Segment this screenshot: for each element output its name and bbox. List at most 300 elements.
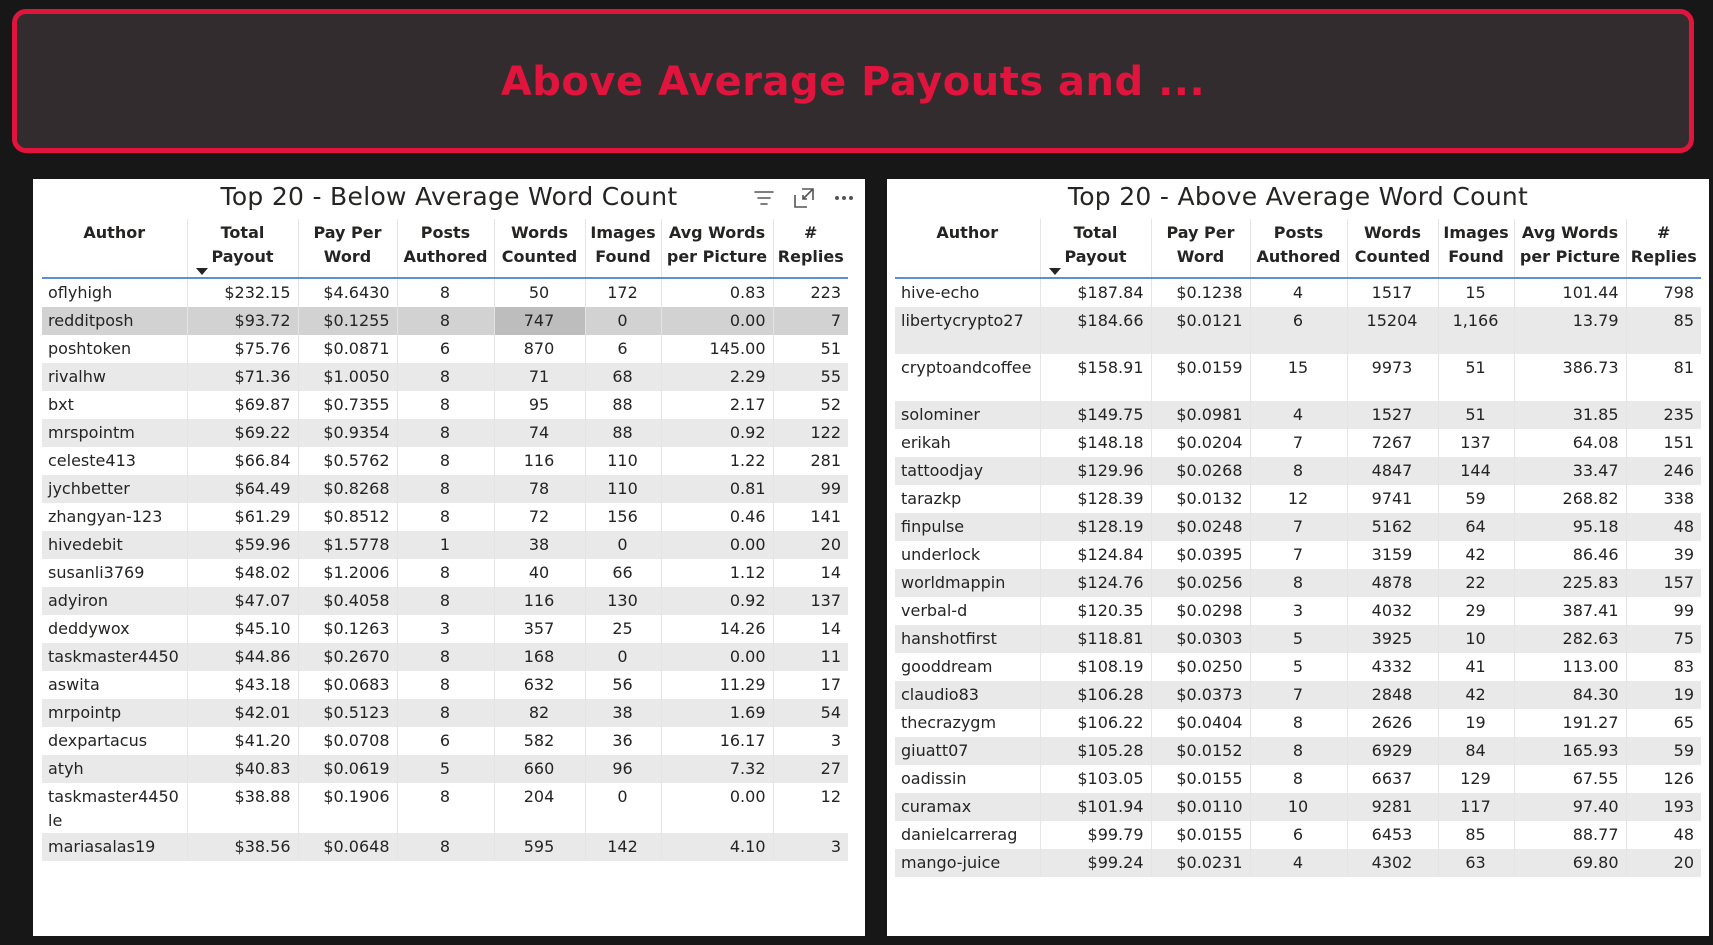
replies-cell[interactable]: 223 — [773, 278, 848, 307]
posts-authored-cell[interactable]: 7 — [1250, 513, 1347, 541]
posts-authored-cell[interactable]: 6 — [1250, 821, 1347, 849]
pay-per-word-cell[interactable]: $0.0204 — [1151, 429, 1250, 457]
images-found-cell[interactable]: 41 — [1438, 653, 1514, 681]
total-payout-cell[interactable]: $42.01 — [187, 699, 298, 727]
pay-per-word-cell[interactable]: $0.1238 — [1151, 278, 1250, 307]
posts-authored-cell[interactable]: 5 — [1250, 625, 1347, 653]
posts-authored-cell[interactable]: 8 — [397, 419, 494, 447]
avg-words-per-picture-cell[interactable]: 64.08 — [1514, 429, 1626, 457]
posts-authored-cell[interactable]: 5 — [1250, 653, 1347, 681]
author-cell[interactable]: danielcarrerag — [901, 825, 1018, 844]
total-payout-cell[interactable]: $158.91 — [1040, 354, 1151, 401]
pay-per-word-cell[interactable]: $0.9354 — [298, 419, 397, 447]
posts-authored-cell[interactable]: 3 — [397, 615, 494, 643]
avg-words-per-picture-cell[interactable]: 16.17 — [661, 727, 773, 755]
avg-words-per-picture-cell[interactable]: 31.85 — [1514, 401, 1626, 429]
author-cell[interactable]: mrpointp — [42, 699, 187, 727]
posts-authored-cell[interactable]: 8 — [397, 783, 494, 833]
avg-words-per-picture-cell[interactable]: 2.29 — [661, 363, 773, 391]
author-cell[interactable]: tarazkp — [901, 489, 962, 508]
words-counted-cell[interactable]: 747 — [494, 307, 585, 335]
column-header-images-found[interactable]: Images Found — [1438, 219, 1514, 278]
replies-cell[interactable]: 48 — [1626, 513, 1701, 541]
posts-authored-cell[interactable]: 8 — [397, 278, 494, 307]
words-counted-cell[interactable]: 40 — [494, 559, 585, 587]
replies-cell[interactable]: 65 — [1626, 709, 1701, 737]
author-cell[interactable]: hive-echo — [901, 283, 980, 302]
table-row[interactable] — [42, 419, 848, 447]
total-payout-cell[interactable]: $93.72 — [187, 307, 298, 335]
avg-words-per-picture-cell[interactable]: 95.18 — [1514, 513, 1626, 541]
images-found-cell[interactable]: 144 — [1438, 457, 1514, 485]
author-cell[interactable]: solominer — [895, 401, 1040, 429]
words-counted-cell[interactable]: 6637 — [1347, 765, 1438, 793]
avg-words-per-picture-cell[interactable]: 14.26 — [661, 615, 773, 643]
pay-per-word-cell[interactable]: $0.0298 — [1151, 597, 1250, 625]
total-payout-cell[interactable]: $43.18 — [187, 671, 298, 699]
images-found-cell[interactable]: 63 — [1438, 849, 1514, 877]
words-counted-cell[interactable]: 2848 — [1347, 681, 1438, 709]
posts-authored-cell[interactable]: 8 — [1250, 457, 1347, 485]
replies-cell[interactable]: 59 — [1626, 737, 1701, 765]
total-payout-cell[interactable]: $120.35 — [1040, 597, 1151, 625]
words-counted-cell[interactable]: 72 — [494, 503, 585, 531]
posts-authored-cell[interactable]: 8 — [397, 587, 494, 615]
images-found-cell[interactable]: 64 — [1438, 513, 1514, 541]
author-cell[interactable]: claudio83 — [895, 681, 1040, 709]
author-cell[interactable]: poshtoken — [48, 339, 132, 358]
avg-words-per-picture-cell[interactable]: 11.29 — [661, 671, 773, 699]
words-counted-cell[interactable]: 357 — [494, 615, 585, 643]
images-found-cell[interactable]: 96 — [585, 755, 661, 783]
avg-words-per-picture-cell[interactable]: 268.82 — [1514, 485, 1626, 513]
images-found-cell[interactable]: 110 — [585, 447, 661, 475]
words-counted-cell[interactable]: 5162 — [1347, 513, 1438, 541]
words-counted-cell[interactable]: 168 — [494, 643, 585, 671]
words-counted-cell[interactable]: 50 — [494, 278, 585, 307]
column-header-avg-words-per-picture[interactable]: Avg Words per Picture — [661, 219, 773, 278]
table-row[interactable] — [895, 541, 1701, 569]
avg-words-per-picture-cell[interactable]: 145.00 — [661, 335, 773, 363]
posts-authored-cell[interactable]: 6 — [397, 335, 494, 363]
posts-authored-cell[interactable]: 8 — [397, 503, 494, 531]
words-counted-cell[interactable]: 6453 — [1347, 821, 1438, 849]
replies-cell[interactable]: 99 — [1626, 597, 1701, 625]
column-header-pay-per-word[interactable]: Pay Per Word — [1151, 219, 1250, 278]
author-cell[interactable]: thecrazygm — [901, 713, 997, 732]
replies-cell[interactable]: 11 — [773, 643, 848, 671]
table-row[interactable] — [895, 401, 1701, 429]
posts-authored-cell[interactable]: 7 — [1250, 429, 1347, 457]
posts-authored-cell[interactable]: 8 — [397, 391, 494, 419]
images-found-cell[interactable]: 156 — [585, 503, 661, 531]
total-payout-cell[interactable]: $71.36 — [187, 363, 298, 391]
avg-words-per-picture-cell[interactable]: 86.46 — [1514, 541, 1626, 569]
pay-per-word-cell[interactable]: $0.0268 — [1151, 457, 1250, 485]
total-payout-cell[interactable]: $48.02 — [187, 559, 298, 587]
replies-cell[interactable]: 20 — [773, 531, 848, 559]
images-found-cell[interactable]: 172 — [585, 278, 661, 307]
words-counted-cell[interactable]: 1517 — [1347, 278, 1438, 307]
images-found-cell[interactable]: 0 — [585, 643, 661, 671]
images-found-cell[interactable]: 22 — [1438, 569, 1514, 597]
replies-cell[interactable]: 52 — [773, 391, 848, 419]
total-payout-cell[interactable]: $106.28 — [1040, 681, 1151, 709]
words-counted-cell[interactable]: 4032 — [1347, 597, 1438, 625]
author-cell[interactable]: cryptoandcoffee — [901, 358, 1032, 377]
column-header-total-payout[interactable] — [187, 219, 298, 278]
author-cell[interactable]: hivedebit — [42, 531, 187, 559]
posts-authored-cell[interactable]: 8 — [397, 447, 494, 475]
replies-cell[interactable]: 19 — [1626, 681, 1701, 709]
table-row[interactable] — [42, 755, 848, 783]
author-cell[interactable]: bxt — [48, 395, 74, 414]
avg-words-per-picture-cell[interactable]: 4.10 — [661, 833, 773, 861]
author-cell[interactable]: gooddream — [901, 657, 993, 676]
focus-mode-icon[interactable] — [793, 187, 815, 209]
posts-authored-cell[interactable]: 8 — [397, 643, 494, 671]
avg-words-per-picture-cell[interactable]: 225.83 — [1514, 569, 1626, 597]
posts-authored-cell[interactable]: 6 — [1250, 307, 1347, 354]
images-found-cell[interactable]: 42 — [1438, 541, 1514, 569]
pay-per-word-cell[interactable]: $0.0619 — [298, 755, 397, 783]
avg-words-per-picture-cell[interactable]: 1.12 — [661, 559, 773, 587]
total-payout-cell[interactable]: $47.07 — [187, 587, 298, 615]
replies-cell[interactable]: 27 — [773, 755, 848, 783]
pay-per-word-cell[interactable]: $0.0132 — [1151, 485, 1250, 513]
words-counted-cell[interactable]: 4302 — [1347, 849, 1438, 877]
column-header-words-counted[interactable]: Words Counted — [1347, 219, 1438, 278]
total-payout-cell[interactable]: $69.22 — [187, 419, 298, 447]
posts-authored-cell[interactable]: 12 — [1250, 485, 1347, 513]
total-payout-cell[interactable]: $148.18 — [1040, 429, 1151, 457]
pay-per-word-cell[interactable]: $0.5762 — [298, 447, 397, 475]
words-counted-cell[interactable]: 3925 — [1347, 625, 1438, 653]
total-payout-cell[interactable]: $101.94 — [1040, 793, 1151, 821]
pay-per-word-cell[interactable]: $0.0248 — [1151, 513, 1250, 541]
words-counted-cell[interactable]: 116 — [494, 587, 585, 615]
author-cell[interactable]: giuatt07 — [895, 737, 1040, 765]
author-cell[interactable]: taskmaster4450 — [42, 643, 187, 671]
total-payout-cell[interactable]: $99.79 — [1040, 821, 1151, 849]
replies-cell[interactable]: 3 — [773, 727, 848, 755]
column-header-author[interactable]: Author — [42, 219, 187, 278]
total-payout-cell[interactable]: $59.96 — [187, 531, 298, 559]
words-counted-cell[interactable]: 38 — [494, 531, 585, 559]
posts-authored-cell[interactable]: 8 — [397, 699, 494, 727]
replies-cell[interactable]: 54 — [773, 699, 848, 727]
replies-cell[interactable]: 14 — [773, 559, 848, 587]
table-row[interactable] — [42, 727, 848, 755]
replies-cell[interactable]: 151 — [1626, 429, 1701, 457]
avg-words-per-picture-cell[interactable]: 113.00 — [1514, 653, 1626, 681]
images-found-cell[interactable]: 15 — [1438, 278, 1514, 307]
pay-per-word-cell[interactable]: $0.0155 — [1151, 821, 1250, 849]
replies-cell[interactable]: 51 — [773, 335, 848, 363]
table-row[interactable] — [895, 429, 1701, 457]
author-cell[interactable]: oadissin — [901, 769, 967, 788]
replies-cell[interactable]: 235 — [1626, 401, 1701, 429]
table-row[interactable] — [895, 653, 1701, 681]
images-found-cell[interactable]: 84 — [1438, 737, 1514, 765]
replies-cell[interactable]: 75 — [1626, 625, 1701, 653]
author-cell[interactable]: mango-juice — [895, 849, 1040, 877]
words-counted-cell[interactable]: 74 — [494, 419, 585, 447]
replies-cell[interactable]: 99 — [773, 475, 848, 503]
column-header-total-payout[interactable] — [1040, 219, 1151, 278]
images-found-cell[interactable]: 29 — [1438, 597, 1514, 625]
total-payout-cell[interactable]: $106.22 — [1040, 709, 1151, 737]
avg-words-per-picture-cell[interactable]: 69.80 — [1514, 849, 1626, 877]
images-found-cell[interactable]: 137 — [1438, 429, 1514, 457]
posts-authored-cell[interactable]: 8 — [397, 559, 494, 587]
table-row[interactable] — [895, 681, 1701, 709]
replies-cell[interactable]: 3 — [773, 833, 848, 861]
author-cell[interactable]: mariasalas19 — [42, 833, 187, 861]
replies-cell[interactable]: 83 — [1626, 653, 1701, 681]
images-found-cell[interactable]: 0 — [585, 531, 661, 559]
posts-authored-cell[interactable]: 8 — [1250, 569, 1347, 597]
total-payout-cell[interactable]: $61.29 — [187, 503, 298, 531]
replies-cell[interactable]: 193 — [1626, 793, 1701, 821]
images-found-cell[interactable]: 10 — [1438, 625, 1514, 653]
avg-words-per-picture-cell[interactable]: 165.93 — [1514, 737, 1626, 765]
table-row[interactable] — [42, 307, 848, 335]
posts-authored-cell[interactable]: 5 — [397, 755, 494, 783]
author-cell[interactable]: mrspointm — [42, 419, 187, 447]
words-counted-cell[interactable]: 78 — [494, 475, 585, 503]
images-found-cell[interactable]: 66 — [585, 559, 661, 587]
table-row[interactable] — [42, 783, 848, 833]
pay-per-word-cell[interactable]: $0.0256 — [1151, 569, 1250, 597]
images-found-cell[interactable]: 88 — [585, 391, 661, 419]
pay-per-word-cell[interactable]: $0.0250 — [1151, 653, 1250, 681]
total-payout-cell[interactable]: $184.66 — [1040, 307, 1151, 354]
author-cell[interactable]: oflyhigh — [48, 283, 113, 302]
posts-authored-cell[interactable]: 4 — [1250, 278, 1347, 307]
author-cell[interactable]: hanshotfirst — [895, 625, 1040, 653]
images-found-cell[interactable]: 1,166 — [1438, 307, 1514, 354]
pay-per-word-cell[interactable]: $0.4058 — [298, 587, 397, 615]
author-cell[interactable]: aswita — [48, 675, 100, 694]
pay-per-word-cell[interactable]: $4.6430 — [298, 278, 397, 307]
replies-cell[interactable]: 246 — [1626, 457, 1701, 485]
total-payout-cell[interactable]: $128.39 — [1040, 485, 1151, 513]
replies-cell[interactable]: 17 — [773, 671, 848, 699]
pay-per-word-cell[interactable]: $0.0648 — [298, 833, 397, 861]
table-row[interactable] — [895, 821, 1701, 849]
column-header-images-found[interactable]: Images Found — [585, 219, 661, 278]
avg-words-per-picture-cell[interactable]: 101.44 — [1514, 278, 1626, 307]
pay-per-word-cell[interactable]: $0.0708 — [298, 727, 397, 755]
total-payout-cell[interactable]: $38.88 — [187, 783, 298, 833]
images-found-cell[interactable]: 117 — [1438, 793, 1514, 821]
pay-per-word-cell[interactable]: $0.2670 — [298, 643, 397, 671]
pay-per-word-cell[interactable]: $0.0395 — [1151, 541, 1250, 569]
replies-cell[interactable]: 157 — [1626, 569, 1701, 597]
images-found-cell[interactable]: 130 — [585, 587, 661, 615]
author-cell[interactable]: verbal-d — [901, 601, 968, 620]
images-found-cell[interactable]: 88 — [585, 419, 661, 447]
author-cell[interactable]: worldmappin — [895, 569, 1040, 597]
table-row[interactable] — [42, 615, 848, 643]
table-row[interactable] — [42, 699, 848, 727]
table-row[interactable] — [42, 363, 848, 391]
table-row[interactable] — [895, 849, 1701, 877]
replies-cell[interactable]: 137 — [773, 587, 848, 615]
author-cell[interactable]: atyh — [42, 755, 187, 783]
pay-per-word-cell[interactable]: $0.0152 — [1151, 737, 1250, 765]
pay-per-word-cell[interactable]: $0.0871 — [298, 335, 397, 363]
words-counted-cell[interactable]: 9973 — [1347, 354, 1438, 401]
author-cell[interactable]: erikah — [901, 433, 951, 452]
total-payout-cell[interactable]: $232.15 — [187, 278, 298, 307]
posts-authored-cell[interactable]: 8 — [1250, 709, 1347, 737]
words-counted-cell[interactable]: 204 — [494, 783, 585, 833]
total-payout-cell[interactable]: $75.76 — [187, 335, 298, 363]
words-counted-cell[interactable]: 7267 — [1347, 429, 1438, 457]
posts-authored-cell[interactable]: 8 — [397, 363, 494, 391]
total-payout-cell[interactable]: $128.19 — [1040, 513, 1151, 541]
author-cell[interactable]: deddywox — [48, 619, 130, 638]
avg-words-per-picture-cell[interactable]: 191.27 — [1514, 709, 1626, 737]
replies-cell[interactable]: 14 — [773, 615, 848, 643]
images-found-cell[interactable]: 142 — [585, 833, 661, 861]
total-payout-cell[interactable]: $40.83 — [187, 755, 298, 783]
words-counted-cell[interactable]: 71 — [494, 363, 585, 391]
posts-authored-cell[interactable]: 4 — [1250, 849, 1347, 877]
column-header-avg-words-per-picture[interactable]: Avg Words per Picture — [1514, 219, 1626, 278]
pay-per-word-cell[interactable]: $1.5778 — [298, 531, 397, 559]
images-found-cell[interactable]: 0 — [585, 307, 661, 335]
images-found-cell[interactable]: 56 — [585, 671, 661, 699]
posts-authored-cell[interactable]: 10 — [1250, 793, 1347, 821]
table-row[interactable] — [895, 457, 1701, 485]
table-row[interactable] — [895, 278, 1701, 307]
words-counted-cell[interactable]: 9741 — [1347, 485, 1438, 513]
author-cell[interactable]: jychbetter — [42, 475, 187, 503]
column-header-author[interactable]: Author — [895, 219, 1040, 278]
pay-per-word-cell[interactable]: $0.0110 — [1151, 793, 1250, 821]
author-cell[interactable]: libertycrypto27 — [895, 307, 1040, 354]
table-row[interactable] — [895, 307, 1701, 354]
table-row[interactable] — [42, 587, 848, 615]
pay-per-word-cell[interactable]: $0.0159 — [1151, 354, 1250, 401]
replies-cell[interactable]: 338 — [1626, 485, 1701, 513]
table-row[interactable] — [895, 597, 1701, 625]
images-found-cell[interactable]: 19 — [1438, 709, 1514, 737]
avg-words-per-picture-cell[interactable]: 97.40 — [1514, 793, 1626, 821]
table-row[interactable] — [42, 335, 848, 363]
images-found-cell[interactable]: 25 — [585, 615, 661, 643]
total-payout-cell[interactable]: $124.76 — [1040, 569, 1151, 597]
images-found-cell[interactable]: 36 — [585, 727, 661, 755]
more-options-icon[interactable] — [833, 187, 855, 209]
total-payout-cell[interactable]: $99.24 — [1040, 849, 1151, 877]
posts-authored-cell[interactable]: 7 — [1250, 681, 1347, 709]
images-found-cell[interactable]: 51 — [1438, 354, 1514, 401]
posts-authored-cell[interactable]: 8 — [397, 307, 494, 335]
table-row[interactable] — [42, 559, 848, 587]
avg-words-per-picture-cell[interactable]: 7.32 — [661, 755, 773, 783]
replies-cell[interactable]: 281 — [773, 447, 848, 475]
author-cell[interactable]: curamax — [895, 793, 1040, 821]
replies-cell[interactable]: 141 — [773, 503, 848, 531]
pay-per-word-cell[interactable]: $0.0303 — [1151, 625, 1250, 653]
table-row[interactable] — [895, 485, 1701, 513]
words-counted-cell[interactable]: 2626 — [1347, 709, 1438, 737]
pay-per-word-cell[interactable]: $0.1263 — [298, 615, 397, 643]
table-row[interactable] — [895, 354, 1701, 401]
pay-per-word-cell[interactable]: $0.0404 — [1151, 709, 1250, 737]
posts-authored-cell[interactable]: 3 — [1250, 597, 1347, 625]
words-counted-cell[interactable]: 595 — [494, 833, 585, 861]
table-row[interactable] — [895, 569, 1701, 597]
pay-per-word-cell[interactable]: $0.0121 — [1151, 307, 1250, 354]
author-cell[interactable]: tattoodjay — [895, 457, 1040, 485]
avg-words-per-picture-cell[interactable]: 0.92 — [661, 587, 773, 615]
replies-cell[interactable]: 12 — [773, 783, 848, 833]
column-header-posts-authored[interactable]: Posts Authored — [397, 219, 494, 278]
avg-words-per-picture-cell[interactable]: 84.30 — [1514, 681, 1626, 709]
author-cell[interactable]: dexpartacus — [48, 731, 148, 750]
avg-words-per-picture-cell[interactable]: 282.63 — [1514, 625, 1626, 653]
total-payout-cell[interactable]: $45.10 — [187, 615, 298, 643]
avg-words-per-picture-cell[interactable]: 386.73 — [1514, 354, 1626, 401]
replies-cell[interactable]: 122 — [773, 419, 848, 447]
pay-per-word-cell[interactable]: $0.1906 — [298, 783, 397, 833]
replies-cell[interactable]: 20 — [1626, 849, 1701, 877]
total-payout-cell[interactable]: $38.56 — [187, 833, 298, 861]
total-payout-cell[interactable]: $124.84 — [1040, 541, 1151, 569]
images-found-cell[interactable]: 38 — [585, 699, 661, 727]
posts-authored-cell[interactable]: 8 — [1250, 737, 1347, 765]
avg-words-per-picture-cell[interactable]: 13.79 — [1514, 307, 1626, 354]
total-payout-cell[interactable]: $118.81 — [1040, 625, 1151, 653]
avg-words-per-picture-cell[interactable]: 0.00 — [661, 643, 773, 671]
posts-authored-cell[interactable]: 8 — [397, 671, 494, 699]
words-counted-cell[interactable]: 4878 — [1347, 569, 1438, 597]
pay-per-word-cell[interactable]: $0.8512 — [298, 503, 397, 531]
table-row[interactable] — [42, 531, 848, 559]
avg-words-per-picture-cell[interactable]: 387.41 — [1514, 597, 1626, 625]
replies-cell[interactable]: 39 — [1626, 541, 1701, 569]
filter-icon[interactable] — [753, 187, 775, 209]
words-counted-cell[interactable]: 82 — [494, 699, 585, 727]
replies-cell[interactable]: 798 — [1626, 278, 1701, 307]
table-row[interactable] — [42, 643, 848, 671]
total-payout-cell[interactable]: $108.19 — [1040, 653, 1151, 681]
pay-per-word-cell[interactable]: $0.0231 — [1151, 849, 1250, 877]
posts-authored-cell[interactable]: 7 — [1250, 541, 1347, 569]
table-row[interactable] — [895, 625, 1701, 653]
images-found-cell[interactable]: 0 — [585, 783, 661, 833]
pay-per-word-cell[interactable]: $1.2006 — [298, 559, 397, 587]
posts-authored-cell[interactable]: 8 — [397, 833, 494, 861]
total-payout-cell[interactable]: $105.28 — [1040, 737, 1151, 765]
replies-cell[interactable]: 126 — [1626, 765, 1701, 793]
pay-per-word-cell[interactable]: $0.0155 — [1151, 765, 1250, 793]
author-cell[interactable]: redditposh — [42, 307, 187, 335]
avg-words-per-picture-cell[interactable]: 88.77 — [1514, 821, 1626, 849]
table-row[interactable] — [895, 793, 1701, 821]
author-cell[interactable]: zhangyan-123 — [48, 507, 163, 526]
total-payout-cell[interactable]: $41.20 — [187, 727, 298, 755]
words-counted-cell[interactable]: 6929 — [1347, 737, 1438, 765]
words-counted-cell[interactable]: 632 — [494, 671, 585, 699]
posts-authored-cell[interactable]: 15 — [1250, 354, 1347, 401]
avg-words-per-picture-cell[interactable]: 1.22 — [661, 447, 773, 475]
